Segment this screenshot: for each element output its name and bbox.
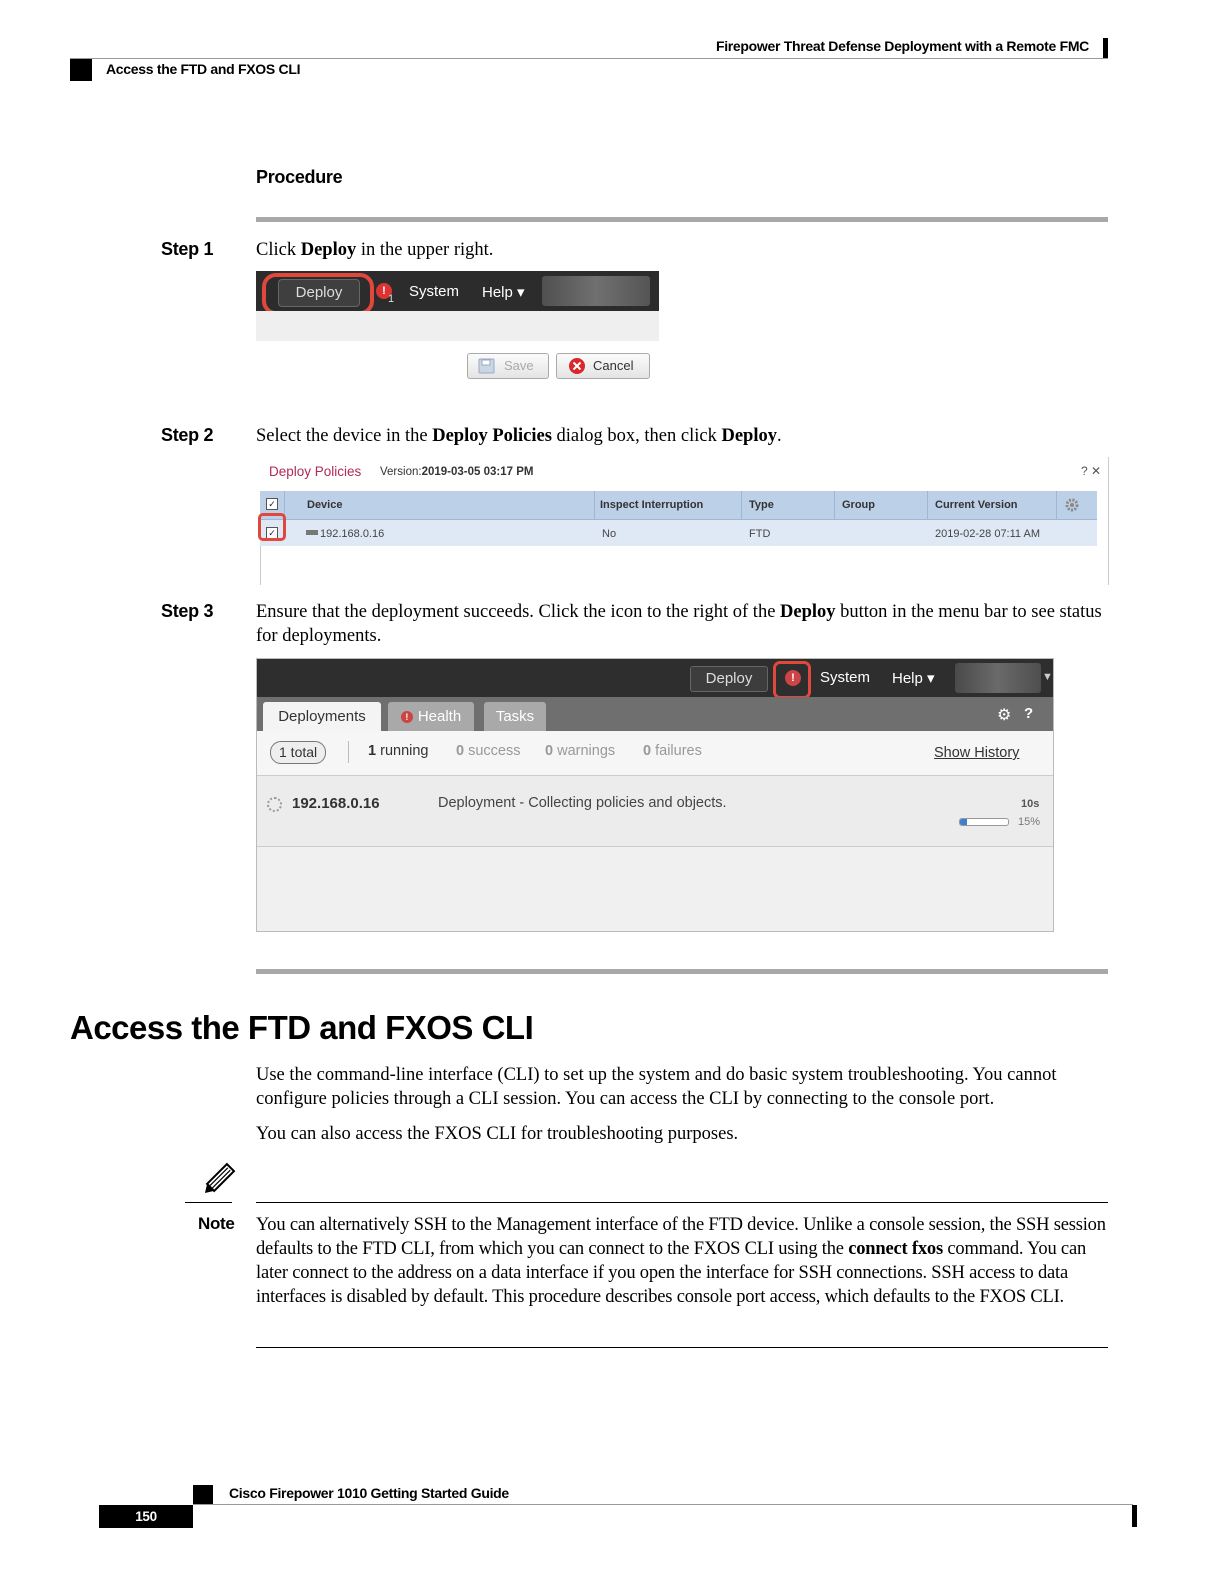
column-divider [927,491,928,519]
device-icon [306,529,320,537]
footer-guide-title: Cisco Firepower 1010 Getting Started Guide [229,1485,509,1501]
highlight-ring [258,513,286,541]
deploy-button[interactable]: Deploy [690,666,768,692]
save-button[interactable] [467,353,549,379]
step-3-text: Ensure that the deployment succeeds. Click the icon to the right of the Deploy button in the menu bar to see status for deployments. [256,602,1102,646]
section-title: Access the FTD and FXOS CLI [70,1009,534,1046]
screenshot-deploy-menu [256,271,659,383]
dialog-title: Deploy Policies [269,464,362,479]
dialog-border [1108,457,1109,585]
alert-count: 1 [388,293,395,305]
column-type[interactable]: Type [749,499,774,511]
system-menu[interactable]: System [409,283,460,300]
gear-icon[interactable] [1064,497,1080,513]
column-divider [834,491,835,519]
table-row[interactable] [260,520,1097,546]
note-label: Note [198,1214,235,1233]
column-current-version[interactable]: Current Version [935,499,1018,511]
tab-deployments[interactable]: Deployments [263,702,381,731]
divider [348,741,349,763]
help-menu[interactable]: Help ▾ [892,670,935,687]
show-history-link[interactable]: Show History [934,745,1020,761]
footer-rule [193,1504,1133,1505]
row-current-version: 2019-02-28 07:11 AM [935,528,1040,540]
dialog-version: Version:2019-03-05 03:17 PM [380,466,534,478]
floppy-disk-icon [478,358,496,374]
step-1-label: Step 1 [161,239,214,259]
cancel-label: Cancel [593,358,634,373]
deployment-elapsed: 10s [1021,798,1040,810]
menu-shadow-area [256,311,659,341]
dialog-border [260,546,261,585]
gear-icon[interactable]: ⚙ [997,707,1012,724]
step-1-text: Click Deploy in the upper right. [256,240,494,260]
step-2-text: Select the device in the Deploy Policies dialog box, then click Deploy. [256,426,782,446]
alert-icon: ! [401,711,413,723]
note-label-rule [185,1202,232,1203]
row-inspect: No [602,528,617,540]
procedure-top-rule [256,217,1108,222]
section-paragraph-1: Use the command-line interface (CLI) to set up the system and do basic system troubleshooting. You cannot configure policies through a CLI session. You can access the CLI by connecting to the console port. [256,1065,1057,1109]
filter-success[interactable]: 0 success [456,743,521,759]
spinner-icon [267,797,282,812]
deployment-progress-text: 15% [1018,816,1041,828]
help-icon[interactable]: ? [1024,705,1034,722]
header-section-marker [70,59,92,81]
total-count-pill[interactable]: 1 total [270,741,326,764]
cancel-x-icon [568,357,586,375]
column-device[interactable]: Device [307,499,343,511]
alert-icon[interactable]: ! [376,283,392,299]
running-header-section: Access the FTD and FXOS CLI [106,61,301,77]
pencil-note-icon [198,1162,236,1200]
deployment-message: Deployment - Collecting policies and objects. [438,795,727,811]
note-bottom-rule [256,1347,1108,1348]
deployment-device: 192.168.0.16 [292,795,380,812]
device-checkbox[interactable]: ✓ [266,527,278,539]
help-menu[interactable]: Help ▾ [482,284,525,301]
progress-fill [960,819,967,825]
highlight-ring [262,273,374,315]
column-divider [741,491,742,519]
filter-running[interactable]: 1 running [368,743,429,759]
menu-bar [257,659,1053,697]
filter-failures[interactable]: 0 failures [643,743,702,759]
tab-tasks[interactable]: Tasks [484,702,546,731]
section-paragraph-2: You can also access the FXOS CLI for troubleshooting purposes. [256,1124,739,1144]
note-text: You can alternatively SSH to the Management interface of the FTD device. Unlike a console session, the SSH session defaults to the FTD CLI, from which you can connect to the FXOS CLI using the connect fxos command. You can later connect to the address on a data interface if you open the interface for SSH connections. SSH access to data interfaces is disabled by default. This procedure describes console port access, which defaults to the FXOS CLI. [256,1215,1106,1307]
column-divider [594,491,595,519]
select-all-checkbox[interactable]: ✓ [266,498,278,510]
column-group[interactable]: Group [842,499,875,511]
column-inspect-interruption[interactable]: Inspect Interruption [600,499,704,511]
dialog-help-close-controls[interactable]: ? ✕ [1080,464,1101,478]
filter-warnings[interactable]: 0 warnings [545,743,616,759]
deployment-item[interactable] [257,776,1053,847]
status-filter-bar [257,731,1053,776]
footer-marker [193,1485,213,1505]
deployment-status-icon[interactable]: ! [785,670,801,686]
note-top-rule [256,1202,1108,1203]
screenshot-deploy-policies-dialog [256,457,1109,585]
deployment-progress-bar [959,818,1009,826]
header-marker-bar [1103,38,1108,58]
chevron-down-icon[interactable]: ▼ [1042,671,1053,683]
row-device: 192.168.0.16 [320,528,385,540]
system-menu[interactable]: System [820,669,871,686]
deploy-button[interactable]: Deploy [278,279,360,307]
menu-bar [256,271,659,311]
page-number: 150 [99,1505,193,1528]
running-header-chapter: Firepower Threat Defense Deployment with a Remote FMC [715,38,1089,54]
footer-marker-bar [1132,1505,1137,1527]
cancel-button[interactable] [556,353,650,379]
procedure-title: Procedure [256,167,343,187]
user-menu-blurred[interactable] [542,276,650,306]
header-rule [70,58,1108,59]
row-type: FTD [749,528,771,540]
step-2-label: Step 2 [161,425,214,445]
table-header [260,491,1097,520]
screenshot-deployment-status [256,658,1054,932]
step-3-label: Step 3 [161,601,214,621]
tab-health[interactable]: ! Health [388,702,474,731]
save-label: Save [504,358,534,373]
status-tab-bar [257,697,1053,731]
user-menu-blurred[interactable] [955,663,1041,693]
column-divider [1056,491,1057,519]
procedure-bottom-rule [256,969,1108,974]
